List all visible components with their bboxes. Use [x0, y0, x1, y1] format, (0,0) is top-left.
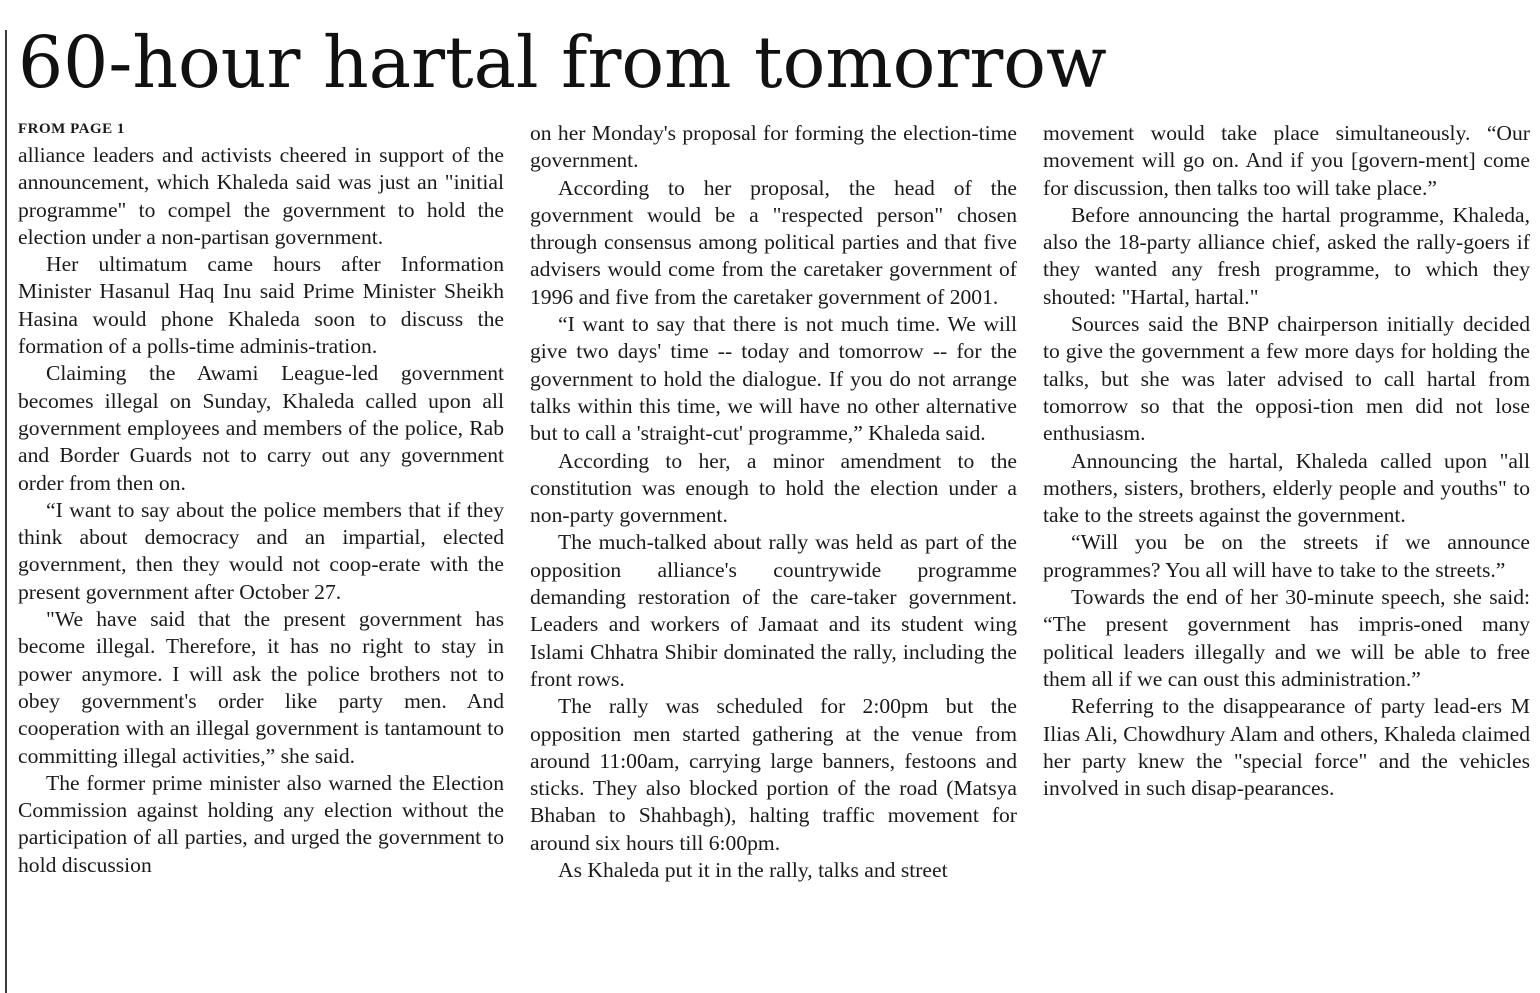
kicker: FROM PAGE 1 [18, 121, 125, 137]
paragraph: Claiming the Awami League-led government becomes illegal on Sunday, Khaleda called upon all government employees and members of the police, Rab and Border Guards not to carry out any government order from then on. [18, 361, 504, 495]
paragraph: Before announcing the hartal programme, Khaleda, also the 18-party alliance chief, asked the rally-goers if they wanted any fresh programme, to which they shouted: "Hartal, hartal." [1043, 202, 1530, 309]
paragraph: According to her proposal, the head of the government would be a "respected person" chosen through consensus among political parties and that five advisers would come from the caretaker government of 1996 and five from the caretaker government of 2001. [530, 175, 1017, 309]
paragraph: The former prime minister also warned the Election Commission against holding any election without the participation of all parties, and urged the government to hold discussion [18, 770, 504, 877]
paragraph: Sources said the BNP chairperson initially decided to give the government a few more days for holding the talks, but she was later advised to call hartal from tomorrow so that the opposi-tion men did not lose enthusiasm. [1043, 312, 1530, 446]
article-column-1 [18, 118, 504, 879]
paragraph: "We have said that the present government has become illegal. Therefore, it has no right to stay in power anymore. I will ask the police brothers not to obey government's order like party men. And cooperation with an illegal government is tantamount to committing illegal activities,” she said. [18, 607, 504, 768]
paragraph: The rally was scheduled for 2:00pm but the opposition men started gathering at the venue from around 11:00am, carrying large banners, festoons and sticks. They also blocked portion of the road (Matsya Bhaban to Shahbagh), halting traffic movement for around six hours till 6:00pm. [530, 694, 1017, 855]
paragraph: alliance leaders and activists cheered in support of the announcement, which Khaleda said was just an "initial programme" to compel the government to hold the election under a non-partisan government. [18, 143, 504, 249]
paragraph: As Khaleda put it in the rally, talks and street [558, 858, 948, 883]
paragraph: Referring to the disappearance of party lead-ers M Ilias Ali, Chowdhury Alam and others, Khaleda claimed her party knew the "special force" and the vehicles involved in such disap-pearances. [1043, 694, 1530, 801]
paragraph: Towards the end of her 30-minute speech, she said: “The present government has impris-oned many political leaders illegally and we will be able to free them all if we can oust this administration.” [1043, 585, 1530, 691]
paragraph: Her ultimatum came hours after Information Minister Hasanul Haq Inu said Prime Minister Sheikh Hasina would phone Khaleda soon to discuss the formation of a polls-time adminis-tration. [18, 252, 504, 359]
paragraph: on her Monday's proposal for forming the election-time government. [530, 121, 1017, 173]
paragraph: According to her, a minor amendment to the constitution was enough to hold the election under a non-party government. [530, 448, 1017, 528]
paragraph: movement would take place simultaneously. “Our movement will go on. And if you [govern-ment] come for discussion, then talks too will take place.” [1043, 121, 1530, 200]
left-column-rule [5, 30, 7, 993]
paragraph: The much-talked about rally was held as part of the opposition alliance's countrywide programme demanding restoration of the care-taker government. Leaders and workers of Jamaat and its student wing Islami Chhatra Shibir dominated the rally, including the front rows. [530, 530, 1017, 691]
paragraph: “I want to say that there is not much time. We will give two days' time -- today and tomorrow -- for the government to hold the dialogue. If you do not arrange talks within this time, we will have no other alternative but to call a 'straight-cut' programme,” Khaleda said. [530, 312, 1017, 446]
paragraph: Announcing the hartal, Khaleda called upon "all mothers, sisters, brothers, elderly people and youths" to take to the streets against the government. [1043, 448, 1530, 528]
headline: 60-hour hartal from tomorrow [18, 21, 1107, 104]
article-column-2 [530, 118, 1017, 884]
article-column-3 [1043, 118, 1530, 802]
paragraph: “I want to say about the police members that if they think about democracy and an impartial, elected government, then they would not coop-erate with the present government after October 27. [18, 497, 504, 604]
paragraph: “Will you be on the streets if we announce programmes? You all will have to take to the streets.” [1043, 530, 1530, 582]
